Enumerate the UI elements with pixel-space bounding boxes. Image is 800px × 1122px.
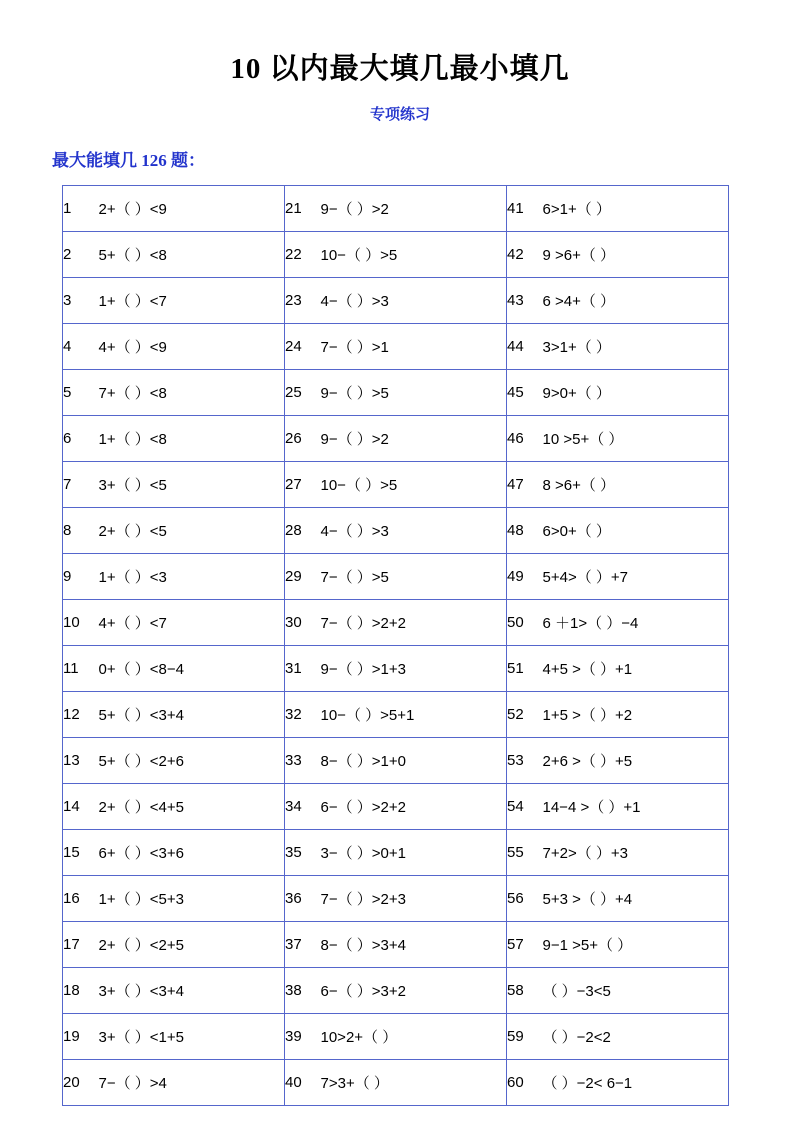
question-expression[interactable]: 6−（ ）>3+2 — [321, 968, 507, 1014]
table-row — [63, 554, 729, 600]
question-expression[interactable]: 1+（ ）<8 — [99, 416, 285, 462]
question-number: 54 — [507, 784, 543, 830]
question-number: 58 — [507, 968, 543, 1014]
question-expression[interactable]: 10−（ ）>5 — [321, 462, 507, 508]
question-number: 11 — [63, 646, 99, 692]
question-number: 19 — [63, 1014, 99, 1060]
question-number: 25 — [285, 370, 321, 416]
table-row — [63, 1014, 729, 1060]
question-expression[interactable]: 9 >6+（ ） — [543, 232, 729, 278]
question-number: 46 — [507, 416, 543, 462]
question-number: 26 — [285, 416, 321, 462]
question-expression[interactable]: 6−（ ）>2+2 — [321, 784, 507, 830]
question-number: 6 — [63, 416, 99, 462]
question-expression[interactable]: 5+（ ）<8 — [99, 232, 285, 278]
question-number: 20 — [63, 1060, 99, 1106]
question-number: 60 — [507, 1060, 543, 1106]
question-expression[interactable]: 1+（ ）<5+3 — [99, 876, 285, 922]
question-expression[interactable]: 4−（ ）>3 — [321, 508, 507, 554]
question-expression[interactable]: 1+（ ）<3 — [99, 554, 285, 600]
table-row — [63, 508, 729, 554]
question-expression[interactable]: （ ）−2< 6−1 — [543, 1060, 729, 1106]
question-number: 40 — [285, 1060, 321, 1106]
question-expression[interactable]: 10−（ ）>5 — [321, 232, 507, 278]
table-row — [63, 646, 729, 692]
question-number: 59 — [507, 1014, 543, 1060]
question-number: 16 — [63, 876, 99, 922]
question-expression[interactable]: 2+（ ）<9 — [99, 186, 285, 232]
question-expression[interactable]: 9−（ ）>1+3 — [321, 646, 507, 692]
question-number: 30 — [285, 600, 321, 646]
question-number: 21 — [285, 186, 321, 232]
table-row — [63, 232, 729, 278]
table-row — [63, 186, 729, 232]
question-number: 36 — [285, 876, 321, 922]
question-number: 55 — [507, 830, 543, 876]
question-expression[interactable]: 4+（ ）<7 — [99, 600, 285, 646]
page-subtitle: 专项练习 — [369, 107, 430, 123]
question-expression[interactable]: 8−（ ）>1+0 — [321, 738, 507, 784]
question-number: 56 — [507, 876, 543, 922]
table-row — [63, 922, 729, 968]
question-number: 22 — [285, 232, 321, 278]
question-number: 24 — [285, 324, 321, 370]
question-number: 8 — [63, 508, 99, 554]
question-number: 47 — [507, 462, 543, 508]
question-expression[interactable]: 2+（ ）<4+5 — [99, 784, 285, 830]
questions-table — [62, 185, 729, 1106]
question-expression[interactable]: 7+（ ）<8 — [99, 370, 285, 416]
question-expression[interactable]: 7−（ ）>4 — [99, 1060, 285, 1106]
table-row — [63, 600, 729, 646]
question-number: 50 — [507, 600, 543, 646]
question-number: 4 — [63, 324, 99, 370]
question-expression[interactable]: 6 ＋1>（ ）−4 — [543, 600, 729, 646]
question-number: 29 — [285, 554, 321, 600]
question-number: 18 — [63, 968, 99, 1014]
question-expression[interactable]: 7−（ ）>5 — [321, 554, 507, 600]
question-expression[interactable]: （ ）−2<2 — [543, 1014, 729, 1060]
question-expression[interactable]: 10 >5+（ ） — [543, 416, 729, 462]
question-number: 38 — [285, 968, 321, 1014]
question-number: 14 — [63, 784, 99, 830]
question-expression[interactable]: 1+（ ）<7 — [99, 278, 285, 324]
question-expression[interactable]: 7−（ ）>1 — [321, 324, 507, 370]
table-row — [63, 1060, 729, 1106]
question-number: 28 — [285, 508, 321, 554]
question-expression[interactable]: 5+4>（ ）+7 — [543, 554, 729, 600]
question-expression[interactable]: 6+（ ）<3+6 — [99, 830, 285, 876]
question-number: 45 — [507, 370, 543, 416]
question-expression[interactable]: 9−（ ）>2 — [321, 416, 507, 462]
question-expression[interactable]: 5+（ ）<3+4 — [99, 692, 285, 738]
question-expression[interactable]: 6>0+（ ） — [543, 508, 729, 554]
question-expression[interactable]: 4−（ ）>3 — [321, 278, 507, 324]
question-number: 23 — [285, 278, 321, 324]
question-number: 5 — [63, 370, 99, 416]
question-expression[interactable]: 1+5 >（ ）+2 — [543, 692, 729, 738]
question-number: 42 — [507, 232, 543, 278]
question-expression[interactable]: 7−（ ）>2+3 — [321, 876, 507, 922]
question-expression[interactable]: 7>3+（ ） — [321, 1060, 507, 1106]
question-expression[interactable]: 0+（ ）<8−4 — [99, 646, 285, 692]
question-number: 12 — [63, 692, 99, 738]
question-expression[interactable]: 5+3 >（ ）+4 — [543, 876, 729, 922]
question-number: 32 — [285, 692, 321, 738]
question-number: 37 — [285, 922, 321, 968]
section-label: 最大能填几 126 题： — [52, 151, 205, 170]
question-expression[interactable]: 3>1+（ ） — [543, 324, 729, 370]
table-row — [63, 324, 729, 370]
table-row — [63, 738, 729, 784]
question-expression[interactable]: 9>0+（ ） — [543, 370, 729, 416]
question-expression[interactable]: 4+5 >（ ）+1 — [543, 646, 729, 692]
question-number: 41 — [507, 186, 543, 232]
question-number: 33 — [285, 738, 321, 784]
question-expression[interactable]: 7+2>（ ）+3 — [543, 830, 729, 876]
table-row — [63, 370, 729, 416]
question-expression[interactable]: 2+6 >（ ）+5 — [543, 738, 729, 784]
question-number: 10 — [63, 600, 99, 646]
table-row — [63, 784, 729, 830]
question-expression[interactable]: 9−（ ）>5 — [321, 370, 507, 416]
question-expression[interactable]: 2+（ ）<5 — [99, 508, 285, 554]
question-expression[interactable]: （ ）−3<5 — [543, 968, 729, 1014]
question-number: 34 — [285, 784, 321, 830]
question-expression[interactable]: 4+（ ）<9 — [99, 324, 285, 370]
question-expression[interactable]: 7−（ ）>2+2 — [321, 600, 507, 646]
question-number: 3 — [63, 278, 99, 324]
question-expression[interactable]: 14−4 >（ ）+1 — [543, 784, 729, 830]
question-number: 2 — [63, 232, 99, 278]
question-expression[interactable]: 3−（ ）>0+1 — [321, 830, 507, 876]
table-row — [63, 462, 729, 508]
table-row — [63, 416, 729, 462]
question-expression[interactable]: 5+（ ）<2+6 — [99, 738, 285, 784]
question-number: 39 — [285, 1014, 321, 1060]
question-number: 13 — [63, 738, 99, 784]
question-number: 15 — [63, 830, 99, 876]
question-number: 17 — [63, 922, 99, 968]
question-number: 53 — [507, 738, 543, 784]
question-number: 44 — [507, 324, 543, 370]
question-number: 31 — [285, 646, 321, 692]
question-number: 48 — [507, 508, 543, 554]
question-expression[interactable]: 2+（ ）<2+5 — [99, 922, 285, 968]
question-expression[interactable]: 3+（ ）<5 — [99, 462, 285, 508]
question-number: 9 — [63, 554, 99, 600]
question-expression[interactable]: 3+（ ）<3+4 — [99, 968, 285, 1014]
question-expression[interactable]: 9−（ ）>2 — [321, 186, 507, 232]
question-expression[interactable]: 9−1 >5+（ ） — [543, 922, 729, 968]
question-number: 27 — [285, 462, 321, 508]
table-row — [63, 278, 729, 324]
table-row — [63, 692, 729, 738]
question-expression[interactable]: 3+（ ）<1+5 — [99, 1014, 285, 1060]
table-row — [63, 830, 729, 876]
question-expression[interactable]: 6>1+（ ） — [543, 186, 729, 232]
question-expression[interactable]: 6 >4+（ ） — [543, 278, 729, 324]
question-number: 57 — [507, 922, 543, 968]
question-number: 35 — [285, 830, 321, 876]
table-row — [63, 876, 729, 922]
table-row — [63, 968, 729, 1014]
question-expression[interactable]: 8−（ ）>3+4 — [321, 922, 507, 968]
question-number: 7 — [63, 462, 99, 508]
question-expression[interactable]: 10>2+（ ） — [321, 1014, 507, 1060]
question-expression[interactable]: 10−（ ）>5+1 — [321, 692, 507, 738]
question-number: 43 — [507, 278, 543, 324]
question-expression[interactable]: 8 >6+（ ） — [543, 462, 729, 508]
question-number: 52 — [507, 692, 543, 738]
question-number: 51 — [507, 646, 543, 692]
question-number: 1 — [63, 186, 99, 232]
page-title: 10 以内最大填几最小填几 — [230, 53, 570, 85]
question-number: 49 — [507, 554, 543, 600]
